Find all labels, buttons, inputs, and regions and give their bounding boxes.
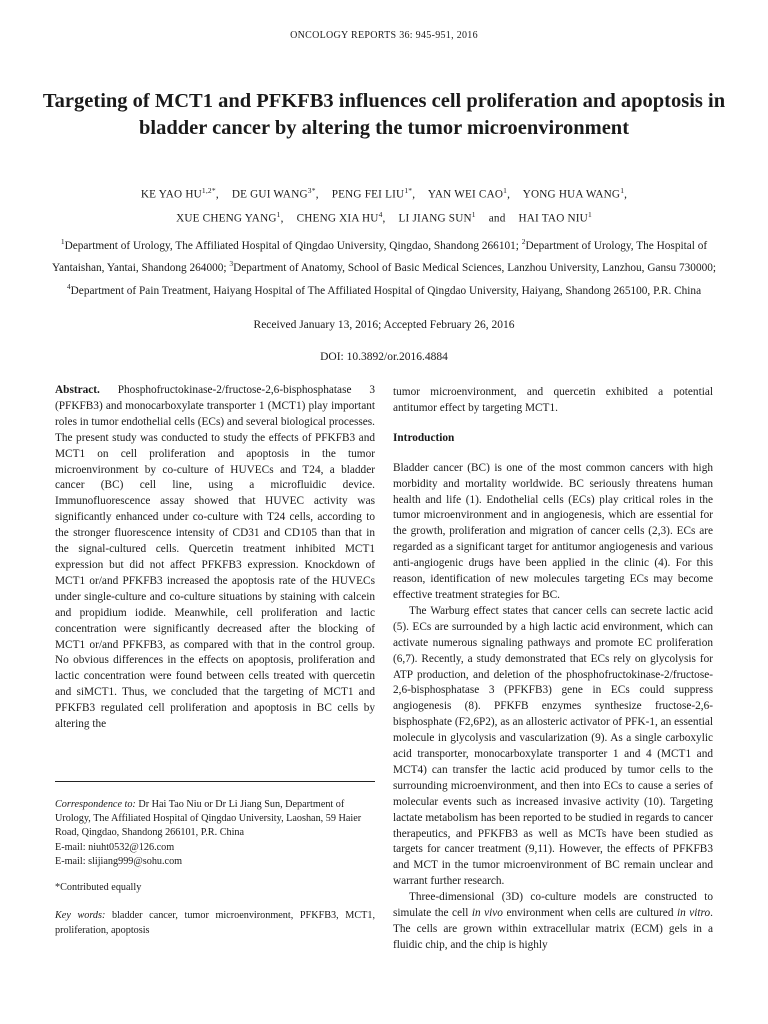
affiliation-text: Department of Pain Treatment, Haiyang Hospital of The Affiliated Hospital of Qingdao University, Haiyang, Shandong 265100, P.R. China bbox=[70, 284, 702, 297]
author-affiliation-mark: 1 bbox=[587, 209, 592, 219]
author-affiliation-mark: 4 bbox=[378, 209, 383, 219]
body-text: . The cells are grown within extracellular matrix (ECM) gels in a fluidic chip, and the chip is highly bbox=[393, 907, 713, 951]
affiliations bbox=[40, 233, 728, 300]
author-affiliation-mark: 1,2* bbox=[201, 186, 216, 195]
keywords-text: bladder cancer, tumor microenvironment, PFKFB3, MCT1, proliferation, apoptosis bbox=[55, 910, 376, 936]
author-affiliation-mark: 1 bbox=[276, 209, 281, 219]
body-paragraph bbox=[393, 890, 713, 954]
abstract bbox=[55, 383, 375, 733]
author-name: XUE CHENG YANG bbox=[176, 212, 277, 225]
author-name: YAN WEI CAO bbox=[427, 188, 504, 201]
author-name: YONG HUA WANG bbox=[522, 188, 621, 201]
author-affiliation-mark: 1 bbox=[503, 186, 508, 195]
body-paragraph: The Warburg effect states that cancer cells can secrete lactic acid (5). ECs are surrounded by a high lactic acid environment, which can activate numerous signaling pathways and promote EC proliferation (6,7). Recently, a study demonstrated that ECs rely on glycolysis for ATP production, and deletion of the phosphofructokinase-2/fructose-2,6-bisphosphatase 3 (PFKFB3) gene in ECs could suppress angiogenesis (8). PFKFB enzymes synthesize fructose-2,6-bisphosphate (F2,6P2), as an allosteric activator of PFK-1, an essential molecule in glycolysis and vascularization (9). As a single carboxylic acid transporter, monocarboxylate transporter 1 and 4 (MCT1 and MCT4) can transfer the lactic acid produced by tumor cells to the surrounding microenvironment, and then into ECs to cause a series of molecular events such as increased invasive activity (10). Targeting lactate metabolism has been reported to be studied in regards to cancer therapeutics, and PFKFB3 as well as MCTs have been studied as targets for cancer treatment (9,11). However, the effects of PFKFB3 and MCT in the tumor microenvironment of BC remain unclear and warrant further research. bbox=[393, 604, 714, 888]
author-name: DE GUI WANG bbox=[231, 188, 308, 201]
author-affiliation-mark: 1 bbox=[620, 186, 625, 195]
author-name: CHENG XIA HU bbox=[296, 212, 379, 225]
correspondence-label: Correspondence to: bbox=[55, 799, 136, 810]
author-name: KE YAO HU bbox=[140, 188, 202, 201]
body-text: environment when cells are cultured bbox=[502, 907, 677, 920]
body-paragraph: Bladder cancer (BC) is one of the most common cancers with high morbidity and mortality worldwide. BC seriously threatens human health and life (1). Endothelial cells (ECs) play critical roles in the tumor microenvironment and in angiogenesis, which are essential for the growth, proliferation and migration of cancer cells (2,3). ECs are regarded as a significant target for antitumor angiogenesis and various anti-angiogenic drugs have been applied in the clinic (4). For this reason, identification of new molecules targeting ECs may become effective treatment strategies for BC. bbox=[393, 461, 713, 601]
body-text-italic: in vitro bbox=[676, 907, 711, 920]
author-affiliation-mark: 1 bbox=[471, 209, 476, 219]
affiliation-text: Department of Urology, The Hospital of Yantaishan, Yantai, Shandong 264000; bbox=[51, 239, 708, 275]
correspondence bbox=[55, 798, 375, 869]
affiliation-mark: 4 bbox=[66, 281, 71, 291]
affiliation-mark: 3 bbox=[229, 259, 234, 269]
abstract-continuation: tumor microenvironment, and quercetin exhibited a potential antitumor effect by targeting MCT1. bbox=[393, 386, 713, 414]
footnote-divider bbox=[55, 781, 375, 782]
section-heading-introduction: Introduction bbox=[393, 431, 455, 444]
body-text-italic: in vivo bbox=[471, 907, 503, 920]
body-text: Three-dimensional (3D) co-culture models are constructed to simulate the cell bbox=[393, 891, 713, 920]
journal-header: ONCOLOGY REPORTS 36: 945-951, 2016 bbox=[290, 30, 478, 41]
correspondence-text: Dr Hai Tao Niu or Dr Li Jiang Sun, Department of Urology, The Affiliated Hospital of Qingdao University, Laoshan, 59 Haier Road, Qingdao, Shandong 266101, P.R. China bbox=[55, 799, 362, 839]
author-name: HAI TAO NIU bbox=[518, 212, 588, 225]
affiliation-mark: 2 bbox=[521, 237, 526, 246]
affiliation-text: Department of Anatomy, School of Basic Medical Sciences, Lanzhou University, Lanzhou, Gansu 730000; bbox=[233, 262, 717, 275]
abstract-column bbox=[55, 383, 375, 733]
correspondence-email: E-mail: slijiang999@sohu.com bbox=[55, 855, 183, 867]
keywords bbox=[55, 909, 375, 938]
doi: DOI: 10.3892/or.2016.4884 bbox=[320, 351, 448, 363]
affiliation-mark: 1 bbox=[60, 237, 65, 246]
author-affiliation-mark: 3* bbox=[307, 186, 316, 195]
author-name: LI JIANG SUN bbox=[398, 212, 472, 225]
article-title: Targeting of MCT1 and PFKFB3 influences cell proliferation and apoptosis in bladder cancer by altering the tumor microenvironment bbox=[42, 90, 726, 139]
keywords-label: Key words: bbox=[55, 910, 106, 921]
correspondence-email: E-mail: niuht0532@126.com bbox=[55, 841, 175, 853]
contributed-note: *Contributed equally bbox=[55, 882, 142, 893]
affiliation-text: Department of Urology, The Affiliated Hospital of Qingdao University, Qingdao, Shandong 266101; bbox=[64, 239, 522, 252]
authors-and: and bbox=[488, 212, 506, 225]
received-dates: Received January 13, 2016; Accepted February 26, 2016 bbox=[253, 319, 515, 331]
author-name: PENG FEI LIU bbox=[331, 188, 405, 201]
author-affiliation-mark: 1* bbox=[404, 186, 413, 195]
abstract-text: Phosphofructokinase-2/fructose-2,6-bisphosphatase 3 (PFKFB3) and monocarboxylate transporter 1 (MCT1) play important roles in tumor endothelial cells (ECs) and several biological processes. The present study was conducted to study the effects of PFKFB3 and MCT1 on cell proliferation and apoptosis in the tumor microenvironment by co-culture of HUVECs and T24, a bladder cancer (BC) cell line, using a microfluidic device. Immunofluorescence assay showed that HUVEC activity was significantly enhanced under co-culture with T24 cells, according to the stronger fluorescence intensity of CD31 and CD105 than that in the signal-cultured cells. Quercetin treatment inhibited MCT1 expression but did not affect PFKFB3 expression. Knockdown of MCT1 or/and PFKFB3 increased the apoptosis rate of the HUVECs under single-culture and co-culture situations by staining with calcein and propidium iodide. Meanwhile, cell proliferation and lactic concentration were significantly decreased after the blocking of MCT1 or/and PFKFB3, as compared with that in the control group. No obvious differences in the effects on apoptosis, proliferation and lactic concentration were found between cells treated with quercetin and siMCT1. Thus, we concluded that the targeting of MCT1 and PFKFB3 regulated cell proliferation and apoptosis in BC cells by altering the bbox=[55, 384, 375, 731]
body-column bbox=[393, 385, 713, 954]
author-list: KE YAO $HU^{1,2*}$, DE GUI $WANG^{3*}$, PENG FEI $LIU^{1*}$, YAN WEI CAO$^1$, YONG HUA WANG$^1$, XUE CHENG YANG$^1$, CHENG XIA $HU^4$, LI JIANG SUN$^1$ and HAI TAO NIU$^1$ bbox=[140, 186, 628, 225]
abstract-label: Abstract. bbox=[55, 384, 100, 396]
